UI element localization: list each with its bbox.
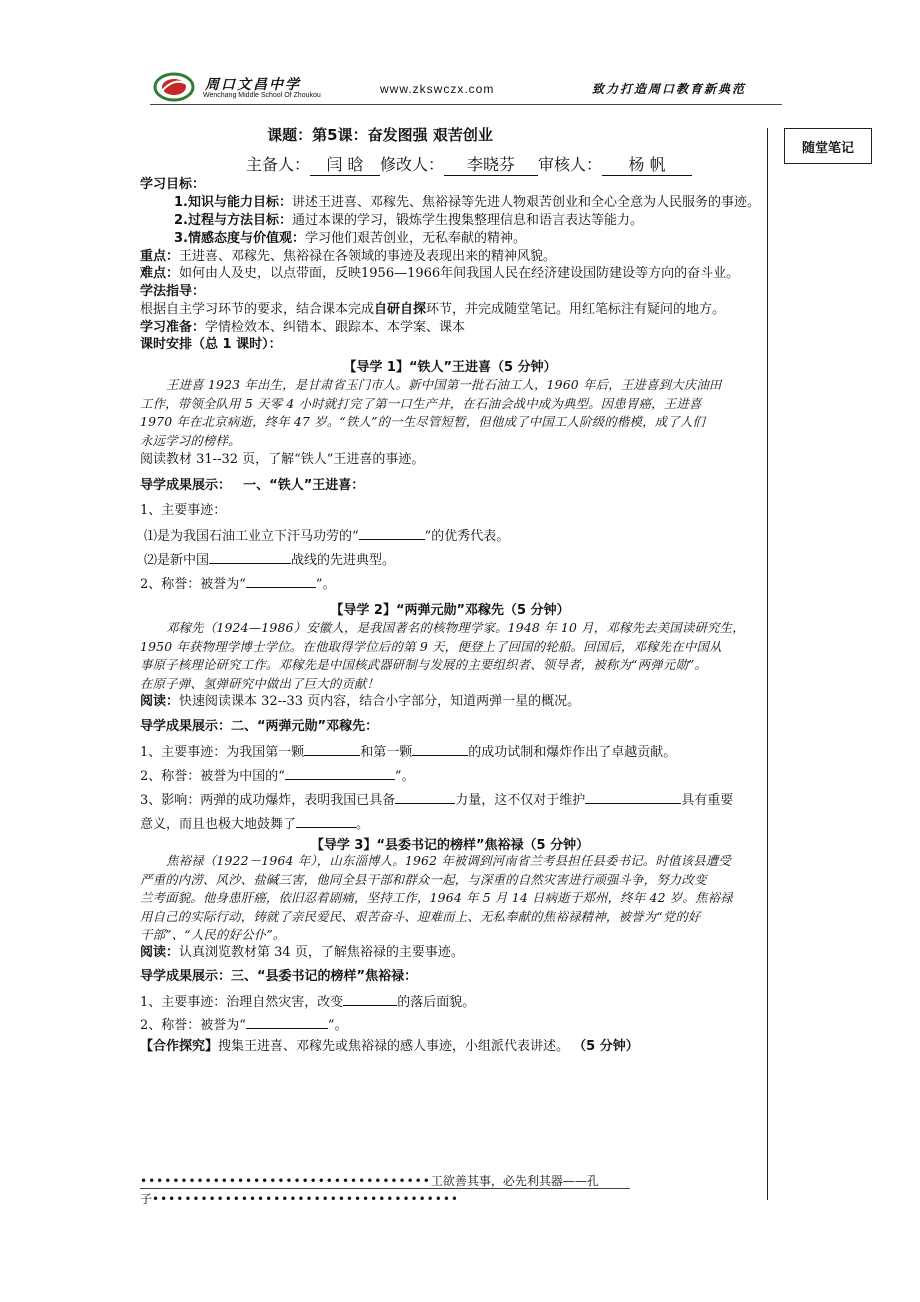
- s1-q1b: [144, 551, 395, 569]
- cooperative-inquiry: [140, 1039, 639, 1055]
- coop-label: 【合作探究】: [140, 1039, 219, 1054]
- s2-q3-blank-1[interactable]: [395, 791, 455, 804]
- s1-show-text: 一、“铁人”王进喜：: [243, 478, 365, 493]
- s1-q2-post: ”。: [315, 577, 336, 592]
- s1-line-1: 王进喜 1923 年出生，是甘肃省玉门市人。新中国第一批石油工人，1960 年后，王进喜到大庆油田: [166, 377, 722, 392]
- goal-1-text: 讲述王进喜、邓稼先、焦裕禄等先进人物艰苦创业和全心全意为人民服务的事迹。: [291, 195, 760, 210]
- s1-q1a: [144, 527, 509, 545]
- s3-q1-blank[interactable]: [343, 993, 397, 1006]
- footer-line2-start: 子: [140, 1192, 153, 1206]
- s3-q1-pre: 1、主要事迹：治理自然灾害，改变: [140, 995, 344, 1010]
- lead-author: 闫 晗: [310, 152, 380, 176]
- section-2-heading: 【导学 2】“两弹元勋”邓稼先（5 分钟）: [330, 603, 570, 618]
- method-text-a: 根据自主学习环节的要求，结合课本完成: [140, 302, 375, 317]
- s3-q2: [140, 1016, 348, 1034]
- s2-q3-blank-3[interactable]: [296, 815, 356, 828]
- s1-line-4: 永远学习的榜样。: [140, 432, 241, 448]
- lesson-title: 课题：第5课：奋发图强 艰苦创业: [267, 126, 493, 144]
- s1-q1a-blank[interactable]: [359, 527, 425, 540]
- s3-q1-post: 的落后面貌。: [397, 995, 476, 1010]
- s2-show-text: 二、“两弹元勋”邓稼先：: [231, 719, 379, 734]
- method-text-b: 自研自探: [374, 302, 427, 317]
- s2-q2-pre: 2、称誉：被誉为中国的“: [140, 769, 285, 784]
- s2-q2: [140, 767, 415, 785]
- s2-q1-mid: 和第一颗: [360, 745, 413, 760]
- s2-q1: [140, 743, 676, 761]
- s2-line-4: 在原子弹、氢弹研究中做出了巨大的贡献！: [140, 675, 380, 691]
- section-2-passage: [140, 619, 764, 693]
- s2-show: [140, 719, 378, 735]
- prep: [140, 320, 465, 336]
- s3-q2-post: ”。: [327, 1018, 348, 1033]
- s2-q1-post: 的成功试制和爆炸作出了卓越贡献。: [468, 745, 677, 760]
- s3-read: [140, 945, 464, 961]
- s1-q1a-post: ”的优秀代表。: [424, 529, 510, 544]
- key-label: 重点：: [140, 249, 180, 264]
- s2-q1-blank-2[interactable]: [412, 743, 468, 756]
- s2-read: [140, 694, 580, 710]
- difficulty-text: 如何由人及史，以点带面，反映1956—1966年间我国人民在经济建设国防建设等方向的奋斗业。: [179, 266, 740, 281]
- s2-read-label: 阅读：: [140, 694, 180, 709]
- s1-q2-blank[interactable]: [246, 575, 316, 588]
- s3-q2-blank[interactable]: [246, 1016, 328, 1029]
- s2-q1-blank-1[interactable]: [304, 743, 360, 756]
- s2-q1-pre: 1、主要事迹：为我国第一颗: [140, 745, 305, 760]
- s2-show-label: 导学成果展示：: [140, 719, 232, 734]
- school-name-en: Wenchang Middle School Of Zhoukou: [203, 92, 321, 99]
- s2-q2-blank[interactable]: [285, 767, 395, 780]
- s3-q2-pre: 2、称誉：被誉为“: [140, 1018, 246, 1033]
- key-text: 王进喜、邓稼先、焦裕禄在各领域的事迹及表现出来的精神风貌。: [179, 249, 557, 264]
- s1-line-3: 1970 年在北京病逝，终年 47 岁。“铁人”的一生尽管短暂，但他成了中国工人阶级的楷模，成了人们: [140, 414, 706, 429]
- goal-1: [174, 195, 760, 211]
- footer-dots-1: ••••••••••••••••••••••••••••••••••••: [140, 1174, 431, 1188]
- footer-line-2: [140, 1190, 459, 1207]
- footer-dots-2: ••••••••••••••••••••••••••••••••••••••: [152, 1192, 459, 1206]
- header-slogan: 致力打造周口教育新典范: [592, 82, 747, 96]
- s1-q2-pre: 2、称誉：被誉为“: [140, 577, 246, 592]
- s1-q1b-blank[interactable]: [209, 551, 291, 564]
- s1-line-2: 工作，带领全队用 5 天零 4 小时就打完了第一口生产井，在石油会战中成为典型。因患胃癌，王进喜: [140, 395, 702, 411]
- s1-show: [140, 478, 364, 494]
- prep-text: 学情检效本、纠错本、跟踪本、本学案、课本: [205, 320, 466, 335]
- s1-q1b-pre: ⑵是新中国: [144, 553, 210, 568]
- goal-3-label: 3.情感态度与价值观：: [174, 231, 305, 246]
- reviser-label: 修改人：: [380, 155, 445, 174]
- footer-quote: 工欲善其事，必先利其器——孔: [430, 1174, 599, 1188]
- s3-line-4: 用自己的实际行动，铸就了亲民爱民、艰苦奋斗、迎难而上、无私奉献的焦裕禄精神，被誉为“党的好: [140, 908, 701, 924]
- goal-2-label: 2.过程与方法目标：: [174, 213, 292, 228]
- s1-read: 阅读教材 31--32 页，了解“铁人”王进喜的事迹。: [140, 452, 425, 467]
- header-divider: [150, 104, 782, 105]
- website-link[interactable]: www.zkswczx.com: [380, 82, 495, 96]
- key-points: [140, 249, 556, 265]
- reviewer-label: 审核人：: [538, 155, 603, 174]
- s3-line-2: 严重的内涝、风沙、盐碱三害，他同全县干部和群众一起，与深重的自然灾害进行顽强斗争，努力改变: [140, 871, 707, 887]
- s3-line-3: 兰考面貌。他身患肝癌，依旧忍着剧痛，坚持工作，1964 年 5 月 14 日病逝于郑州，终年 42 岁。焦裕禄: [140, 890, 733, 905]
- section-1-passage: [140, 376, 764, 450]
- school-name-cn: 周口文昌中学: [205, 77, 301, 93]
- prep-label: 学习准备：: [140, 320, 206, 335]
- difficulty: [140, 266, 739, 282]
- s3-read-text: 认真浏览教材第 34 页，了解焦裕禄的主要事迹。: [179, 945, 464, 960]
- s3-show: [140, 969, 417, 985]
- footer-line-1: [140, 1172, 599, 1189]
- school-logo-icon: [153, 72, 195, 102]
- s1-q2: [140, 575, 336, 593]
- coop-text: 搜集王进喜、邓稼先或焦裕禄的感人事迹，小组派代表讲述。: [218, 1039, 570, 1054]
- goals-heading: 学习目标：: [140, 177, 206, 192]
- s3-line-1: 焦裕禄（1922－1964 年），山东淄博人。1962 年被调到河南省兰考县担任县委书记。时值该县遭受: [166, 853, 731, 868]
- s2-q3-post: 具有重要: [681, 793, 734, 808]
- goal-1-label: 1.知识与能力目标：: [174, 195, 292, 210]
- method-text: [140, 302, 725, 318]
- s2-q3-mid: 力量，这不仅对于维护: [455, 793, 586, 808]
- s2-q3-line2-pre: 意义，而且也极大地鼓舞了: [140, 817, 297, 832]
- footer-divider: [140, 1188, 630, 1189]
- s3-line-5: 干部”、“人民的好公仆”。: [140, 927, 286, 942]
- s2-q3-line2-post: 。: [356, 817, 370, 832]
- goal-2-text: 通过本课的学习，锻炼学生搜集整理信息和语言表达等能力。: [291, 213, 643, 228]
- goal-3-text: 学习他们艰苦创业，无私奉献的精神。: [304, 231, 526, 246]
- s2-q3-line2: [140, 815, 369, 833]
- s2-q3-blank-2[interactable]: [585, 791, 681, 804]
- s3-q1: [140, 993, 475, 1011]
- coop-time: （5 分钟）: [573, 1039, 639, 1054]
- s1-q1a-pre: ⑴是为我国石油工业立下汗马功劳的“: [144, 529, 359, 544]
- s2-q3-pre: 3、影响：两弹的成功爆炸，表明我国已具备: [140, 793, 396, 808]
- schedule: 课时安排（总 1 课时）：: [140, 337, 282, 352]
- s1-show-label: 导学成果展示：: [140, 478, 232, 493]
- s2-q3: [140, 791, 733, 809]
- reviewer-name: 杨 帆: [602, 152, 692, 176]
- method-text-c: 环节，并完成随堂笔记。用红笔标注有疑问的地方。: [426, 302, 726, 317]
- class-notes-box: 随堂笔记: [784, 128, 872, 164]
- s1-q1: 1、主要事迹：: [140, 503, 227, 518]
- s3-show-text: 三、“县委书记的榜样”焦裕禄：: [231, 969, 418, 984]
- authors-line: [246, 152, 692, 176]
- s3-show-label: 导学成果展示：: [140, 969, 232, 984]
- s2-q2-post: ”。: [394, 769, 415, 784]
- s2-line-3: 事原子核理论研究工作。邓稼先是中国核武器研制与发展的主要组织者、领导者，被称为“两弹元勋”。: [140, 657, 708, 672]
- goal-3: [174, 231, 526, 247]
- s2-line-1: 邓稼先（1924—1986）安徽人，是我国著名的核物理学家。1948 年 10 月，邓稼先去美国读研究生，: [166, 620, 745, 635]
- s3-read-label: 阅读：: [140, 945, 180, 960]
- section-1-heading: 【导学 1】“铁人”王进喜（5 分钟）: [343, 360, 557, 375]
- difficulty-label: 难点：: [140, 266, 180, 281]
- section-3-heading: 【导学 3】“县委书记的榜样”焦裕禄（5 分钟）: [310, 838, 590, 853]
- goal-2: [174, 213, 643, 229]
- s2-read-text: 快速阅读课本 32--33 页内容，结合小字部分，知道两弹一星的概况。: [179, 694, 581, 709]
- method-heading: 学法指导：: [140, 284, 206, 299]
- notes-column-divider: [767, 128, 768, 1200]
- s2-line-2: 1950 年获物理学博士学位。在他取得学位后的第 9 天，便登上了回国的轮船。回国后，邓稼先在中国从: [140, 638, 722, 654]
- reviser-name: 李晓芬: [444, 152, 538, 176]
- s1-q1b-post: 战线的先进典型。: [291, 553, 396, 568]
- section-3-passage: [140, 852, 764, 945]
- lead-label: 主备人：: [246, 155, 311, 174]
